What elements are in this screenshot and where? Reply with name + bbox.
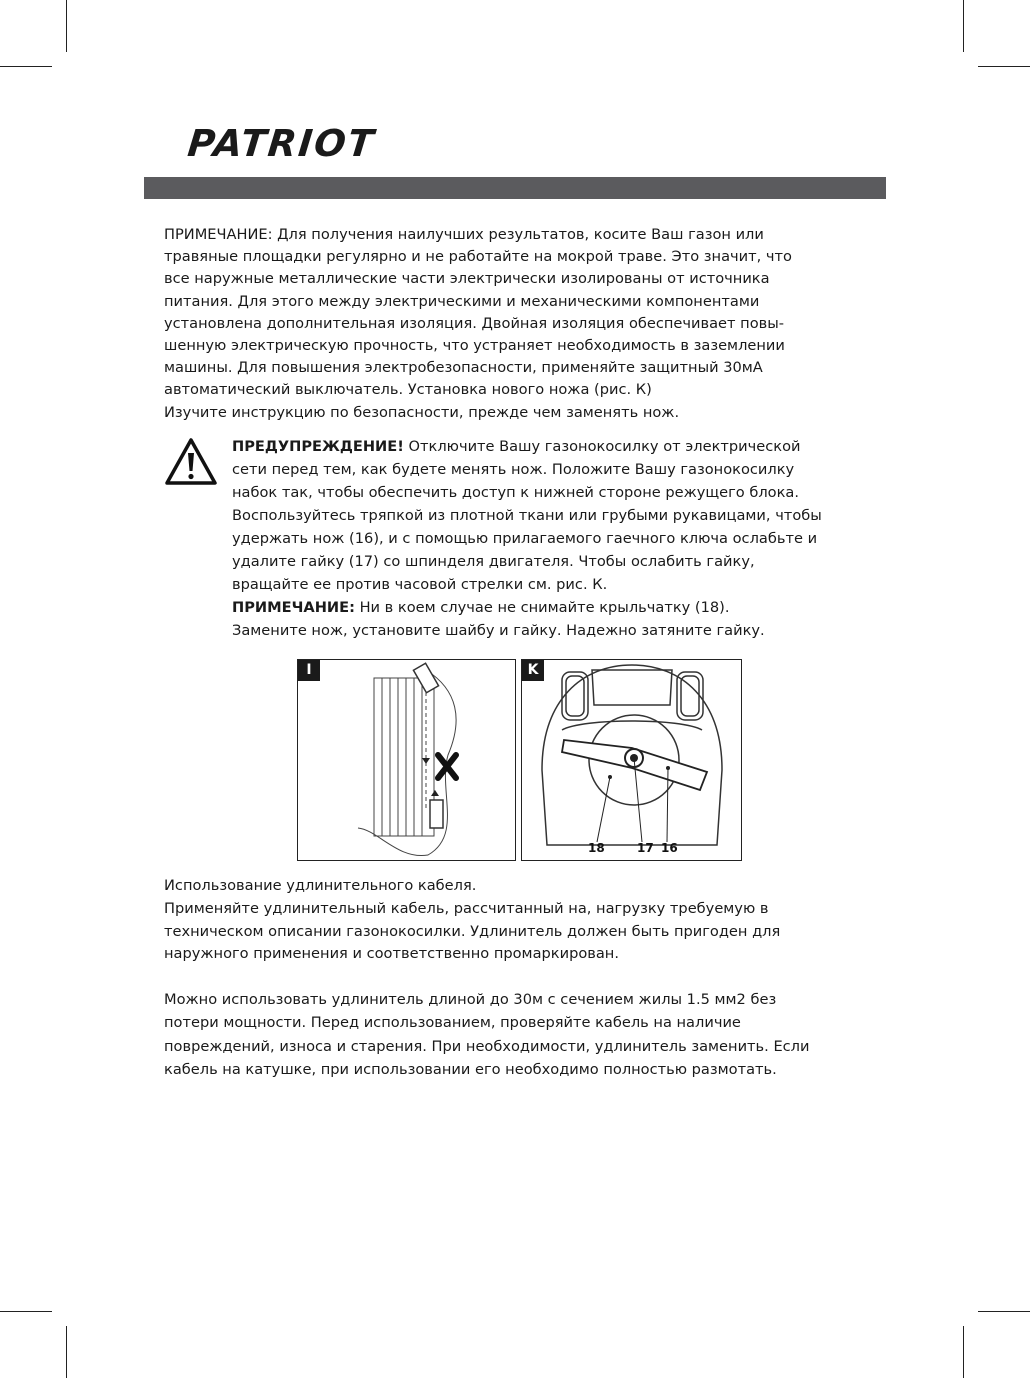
callout-17: 17 — [637, 841, 654, 855]
text-line — [232, 435, 872, 458]
text-line: вращайте ее против часовой стрелки см. рис. К. — [232, 576, 608, 593]
text-line: набок так, чтобы обеспечить доступ к нижней стороне режущего блока. — [232, 484, 799, 501]
text-line: ПРИМЕЧАНИЕ: Для получения наилучших результатов, косите Ваш газон или — [164, 226, 764, 243]
text-line: повреждений, износа и старения. При необходимости, удлинитель заменить. Если — [164, 1037, 810, 1055]
text-line: машины. Для повышения электробезопасности, применяйте защитный 30мА — [164, 359, 763, 377]
text-line: автоматический выключатель. Установка нового ножа (рис. К) — [164, 381, 652, 399]
crop-mark — [978, 1311, 1030, 1312]
crop-mark — [0, 1311, 52, 1312]
warning-triangle-icon — [164, 437, 218, 487]
text-line: травяные площадки регулярно и не работайте на мокрой траве. Это значит, что — [164, 248, 792, 266]
intro-paragraph — [164, 224, 864, 424]
section-heading: Использование удлинительного кабеля. — [164, 877, 477, 894]
crop-mark — [66, 1326, 67, 1378]
warning-block — [232, 435, 872, 642]
callout-16: 16 — [661, 841, 678, 855]
text-line: Замените нож, установите шайбу и гайку. Надежно затяните гайку. — [232, 622, 765, 639]
text-line: шенную электрическую прочность, что устраняет необходимость в заземлении — [164, 337, 785, 355]
text-line: удержать нож (16), и с помощью прилагаемого гаечного ключа ослабьте и — [232, 530, 818, 547]
text-line: установлена дополнительная изоляция. Двойная изоляция обеспечивает повы- — [164, 314, 785, 332]
figure-k-label: K — [522, 660, 544, 681]
note-label: ПРИМЕЧАНИЕ: — [232, 599, 355, 616]
crop-mark — [963, 1326, 964, 1378]
text-span: Отключите Вашу газонокосилку от электрической — [403, 438, 801, 455]
figure-i-drawing — [298, 660, 515, 860]
text-line: Воспользуйтесь тряпкой из плотной ткани или грубыми рукавицами, чтобы — [232, 507, 822, 524]
text-line: Можно использовать удлинитель длиной до 30м с сечением жилы 1.5 мм2 без — [164, 991, 777, 1008]
brand-logo: PATRIOT — [185, 122, 378, 165]
text-line: кабель на катушке, при использовании его необходимо полностью размотать. — [164, 1061, 777, 1079]
crop-mark — [963, 0, 964, 52]
text-line: питания. Для этого между электрическими и механическими компонентами — [164, 292, 760, 310]
crop-mark — [978, 66, 1030, 67]
warning-title: ПРЕДУПРЕЖДЕНИЕ! — [232, 438, 404, 455]
figure-i-label: I — [298, 660, 320, 681]
text-line: Изучите инструкцию по безопасности, прежде чем заменять нож. — [164, 403, 680, 421]
text-line: техническом описании газонокосилки. Удлинитель должен быть пригоден для — [164, 922, 781, 940]
text-line: сети перед тем, как будете менять нож. Положите Вашу газонокосилку — [232, 461, 795, 478]
text-line: наружного применения и соответственно промаркирован. — [164, 945, 619, 963]
header-band — [144, 177, 886, 199]
text-line: потери мощности. Перед использованием, проверяйте кабель на наличие — [164, 1014, 741, 1032]
figure-k — [521, 659, 742, 861]
figure-k-drawing — [522, 660, 741, 860]
text-line — [232, 596, 872, 619]
text-line: удалите гайку (17) со шпинделя двигателя. Чтобы ослабить гайку, — [232, 553, 755, 570]
text-span: Ни в коем случае не снимайте крыльчатку (18). — [354, 599, 730, 616]
extension-paragraph-2 — [164, 988, 864, 1082]
figure-i — [297, 659, 516, 861]
crop-mark — [66, 0, 67, 52]
text-line: Применяйте удлинительный кабель, рассчитанный на, нагрузку требуемую в — [164, 899, 769, 917]
callout-18: 18 — [588, 841, 605, 855]
extension-section — [164, 875, 864, 966]
text-line: все наружные металлические части электрически изолированы от источника — [164, 270, 770, 288]
crop-mark — [0, 66, 52, 67]
